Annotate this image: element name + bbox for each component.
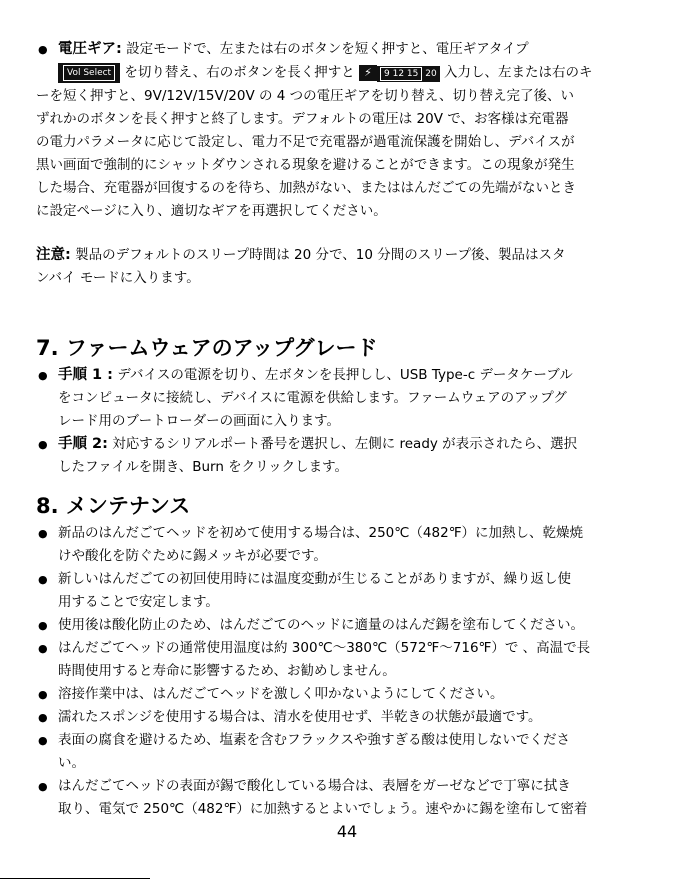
item-line: 溶接作業中は、はんだごてヘッドを激しく叩かないようにしてください。	[58, 686, 504, 702]
voltage-gear-title: 電圧ギア:	[58, 41, 122, 57]
page-number: 44	[336, 822, 358, 841]
list-item	[36, 637, 660, 683]
item-line: 新品のはんだごてヘッドを初めて使用する場合は、250℃（482℉）に加熱し、乾燥焼	[58, 525, 584, 541]
step-1-line: をコンピュータに接続し、デバイスに電源を供給します。ファームウェアのアップグ	[58, 390, 567, 406]
voltage-gear-paragraph	[36, 38, 660, 85]
firmware-step-1	[36, 364, 660, 433]
voltage-numbers-label: 9 12 15	[380, 67, 422, 81]
vol-select-chip	[58, 63, 120, 83]
firmware-heading: 7. ファームウェアのアップグレード	[36, 336, 378, 360]
item-line: 濡れたスポンジを使用する場合は、清水を使用せず、半乾きの状態が最適です。	[58, 709, 542, 725]
text-line: した場合、充電器が回復するのを待ち、加熱がない、またははんだごての先端がないとき	[36, 179, 576, 196]
item-line: けや酸化を防ぐために錫メッキが必要です。	[58, 548, 327, 564]
step-2-label: 手順 2:	[58, 436, 108, 452]
step-1-line: デバイスの電源を切り、左ボタンを長押しし、USB Type-c データケーブル	[117, 367, 573, 383]
list-item	[36, 729, 660, 775]
voltage-options-chip	[359, 61, 440, 84]
item-line: 新しいはんだごての初回使用時には温度変動が生じることがありますが、繰り返し使	[58, 571, 571, 587]
item-line: 表面の腐食を避けるため、塩素を含むフラックスや強すぎる酸は使用しないでくださ	[58, 732, 571, 748]
list-item	[36, 706, 660, 729]
list-item	[36, 683, 660, 706]
note-section	[36, 244, 660, 290]
text-line: ーを短く押すと、9V/12V/15V/20V の 4 つの電圧ギアを切り替え、切り替え完了後、い	[36, 87, 574, 104]
bolt-icon: ⚡	[359, 65, 377, 81]
list-item	[36, 522, 660, 568]
text-line: 黒い画面で強制的にシャットダウンされる現象を避けることができます。この現象が発生	[36, 156, 575, 173]
note-line-2: ンバイ モードに入ります。	[36, 270, 200, 286]
text-line: ずれかのボタンを長く押すと終了します。デフォルトの電圧は 20V で、お客様は充電器	[36, 110, 569, 127]
vol-select-label: Vol Select	[63, 65, 115, 81]
maintenance-section	[36, 492, 660, 821]
note-label: 注意:	[36, 247, 71, 263]
item-line: 使用後は酸化防止のため、はんだごてのヘッドに適量のはんだ錫を塗布してください。	[58, 617, 584, 633]
text-line: に設定ページに入り、適切なギアを再選択してください。	[36, 202, 387, 219]
firmware-step-2	[36, 433, 660, 479]
voltage-twenty-label: 20	[425, 69, 437, 79]
list-item	[36, 775, 660, 821]
maintenance-heading: 8. メンテナンス	[36, 494, 191, 518]
note-paragraph	[36, 244, 660, 290]
item-line: はんだごてヘッドの表面が錫で酸化している場合は、表層をガーゼなどで丁寧に拭き	[58, 778, 571, 794]
voltage-numbers-chip	[377, 66, 440, 82]
step-1-line: レード用のブートローダーの画面に入ります。	[58, 413, 341, 429]
voltage-gear-body	[36, 85, 660, 223]
step-1-label: 手順 1 :	[58, 367, 113, 383]
list-item	[36, 614, 660, 637]
list-item	[36, 568, 660, 614]
step-2-line: 対応するシリアルポート番号を選択し、左側に ready が表示されたら、選択	[112, 436, 578, 452]
item-line: 時間使用すると寿命に影響するため、お勧めしません。	[58, 663, 396, 679]
text-line: の電力パラメータに応じて設定し、電力不足で充電器が過電流保護を開始し、デバイスが	[36, 133, 575, 150]
note-line-1: 製品のデフォルトのスリープ時間は 20 分で、10 分間のスリープ後、製品はスタ	[75, 247, 566, 263]
item-line: はんだごてヘッドの通常使用温度は約 300℃～380℃（572℉～716℉）で 、高温で長	[58, 640, 591, 656]
item-line: 取り、電気で 250℃（482℉）に加熱するとよいでしょう。速やかに錫を塗布して密着	[58, 801, 588, 817]
voltage-gear-section	[36, 38, 660, 223]
item-line: い。	[58, 755, 85, 771]
firmware-section	[36, 334, 660, 479]
voltage-gear-text-2: を切り替え、右のボタンを長く押すと	[124, 64, 355, 81]
footnote-divider	[0, 878, 150, 879]
voltage-gear-text-3: 入力し、左または右のキ	[443, 64, 593, 81]
item-line: 用することで安定します。	[58, 594, 219, 610]
voltage-gear-text-1: 設定モードで、左または右のボタンを短く押すと、電圧ギアタイプ	[126, 41, 529, 57]
step-2-line: したファイルを開き、Burn をクリックします。	[58, 459, 349, 475]
